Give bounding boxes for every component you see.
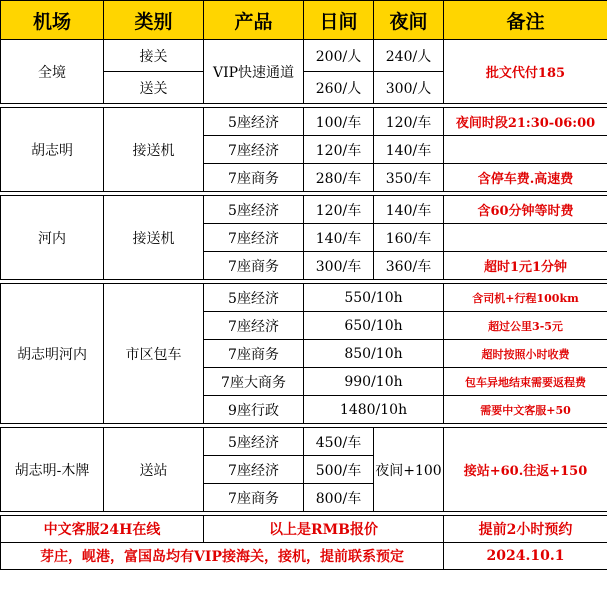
night-price-cell: 300/人 (374, 72, 444, 104)
night-price-cell: 350/车 (374, 164, 444, 192)
airport-cell: 胡志明河内 (1, 284, 104, 424)
category-cell: 接送机 (104, 196, 204, 280)
day-price-cell: 450/车 (304, 428, 374, 456)
header-row (1, 1, 607, 40)
note-cell: 包车异地结束需要返程费 (444, 368, 607, 396)
day-price-cell: 120/车 (304, 196, 374, 224)
day-price-cell: 500/车 (304, 456, 374, 484)
header-category: 类别 (104, 1, 204, 40)
night-surcharge-cell: 夜间+100 (374, 428, 444, 512)
product-cell: 7座商务 (204, 484, 304, 512)
product-cell: 7座经济 (204, 224, 304, 252)
product-cell: 9座行政 (204, 396, 304, 424)
note-cell: 超过公里3-5元 (444, 312, 607, 340)
product-cell: VIP快速通道 (204, 40, 304, 104)
product-cell: 7座商务 (204, 252, 304, 280)
table-row (1, 40, 607, 72)
note-cell: 需要中文客服+50 (444, 396, 607, 424)
product-cell: 5座经济 (204, 428, 304, 456)
note-cell: 含60分钟等时费 (444, 196, 607, 224)
category-cell: 送关 (104, 72, 204, 104)
airport-cell: 胡志明-木牌 (1, 428, 104, 512)
night-price-cell: 360/车 (374, 252, 444, 280)
category-cell: 接送机 (104, 108, 204, 192)
product-cell: 5座经济 (204, 196, 304, 224)
night-price-cell: 120/车 (374, 108, 444, 136)
header-airport: 机场 (1, 1, 104, 40)
table-row (1, 108, 607, 136)
product-cell: 7座商务 (204, 340, 304, 368)
night-price-cell: 240/人 (374, 40, 444, 72)
table-row (1, 284, 607, 312)
service-note: 中文客服24H在线 (1, 516, 204, 543)
charter-price-cell: 990/10h (304, 368, 444, 396)
table-row (1, 428, 607, 456)
category-cell: 市区包车 (104, 284, 204, 424)
day-price-cell: 200/人 (304, 40, 374, 72)
airport-cell: 胡志明 (1, 108, 104, 192)
note-cell (444, 136, 607, 164)
day-price-cell: 100/车 (304, 108, 374, 136)
night-price-cell: 140/车 (374, 136, 444, 164)
product-cell: 7座经济 (204, 312, 304, 340)
day-price-cell: 260/人 (304, 72, 374, 104)
date-label: 2024.10.1 (444, 543, 607, 570)
category-cell: 接关 (104, 40, 204, 72)
charter-price-cell: 1480/10h (304, 396, 444, 424)
charter-price-cell: 850/10h (304, 340, 444, 368)
day-price-cell: 280/车 (304, 164, 374, 192)
note-cell: 批文代付185 (444, 40, 607, 104)
footer-row (1, 543, 607, 570)
note-cell: 接站+60.往返+150 (444, 428, 607, 512)
product-cell: 7座大商务 (204, 368, 304, 396)
vip-note: 芽庄，岘港，富国岛均有VIP接海关，接机，提前联系预定 (1, 543, 444, 570)
charter-price-cell: 550/10h (304, 284, 444, 312)
currency-note: 以上是RMB报价 (204, 516, 444, 543)
airport-cell: 河内 (1, 196, 104, 280)
night-price-cell: 140/车 (374, 196, 444, 224)
header-day: 日间 (304, 1, 374, 40)
header-note: 备注 (444, 1, 607, 40)
note-cell: 超时按照小时收费 (444, 340, 607, 368)
note-cell: 含司机+行程100km (444, 284, 607, 312)
airport-cell: 全境 (1, 40, 104, 104)
note-cell (444, 224, 607, 252)
note-cell: 含停车费.高速费 (444, 164, 607, 192)
product-cell: 5座经济 (204, 284, 304, 312)
day-price-cell: 300/车 (304, 252, 374, 280)
booking-note: 提前2小时预约 (444, 516, 607, 543)
product-cell: 5座经济 (204, 108, 304, 136)
day-price-cell: 800/车 (304, 484, 374, 512)
day-price-cell: 140/车 (304, 224, 374, 252)
header-night: 夜间 (374, 1, 444, 40)
note-cell: 夜间时段21:30-06:00 (444, 108, 607, 136)
note-cell: 超时1元1分钟 (444, 252, 607, 280)
table-row (1, 196, 607, 224)
product-cell: 7座经济 (204, 136, 304, 164)
footer-row (1, 516, 607, 543)
product-cell: 7座经济 (204, 456, 304, 484)
product-cell: 7座商务 (204, 164, 304, 192)
category-cell: 送站 (104, 428, 204, 512)
charter-price-cell: 650/10h (304, 312, 444, 340)
day-price-cell: 120/车 (304, 136, 374, 164)
header-product: 产品 (204, 1, 304, 40)
night-price-cell: 160/车 (374, 224, 444, 252)
